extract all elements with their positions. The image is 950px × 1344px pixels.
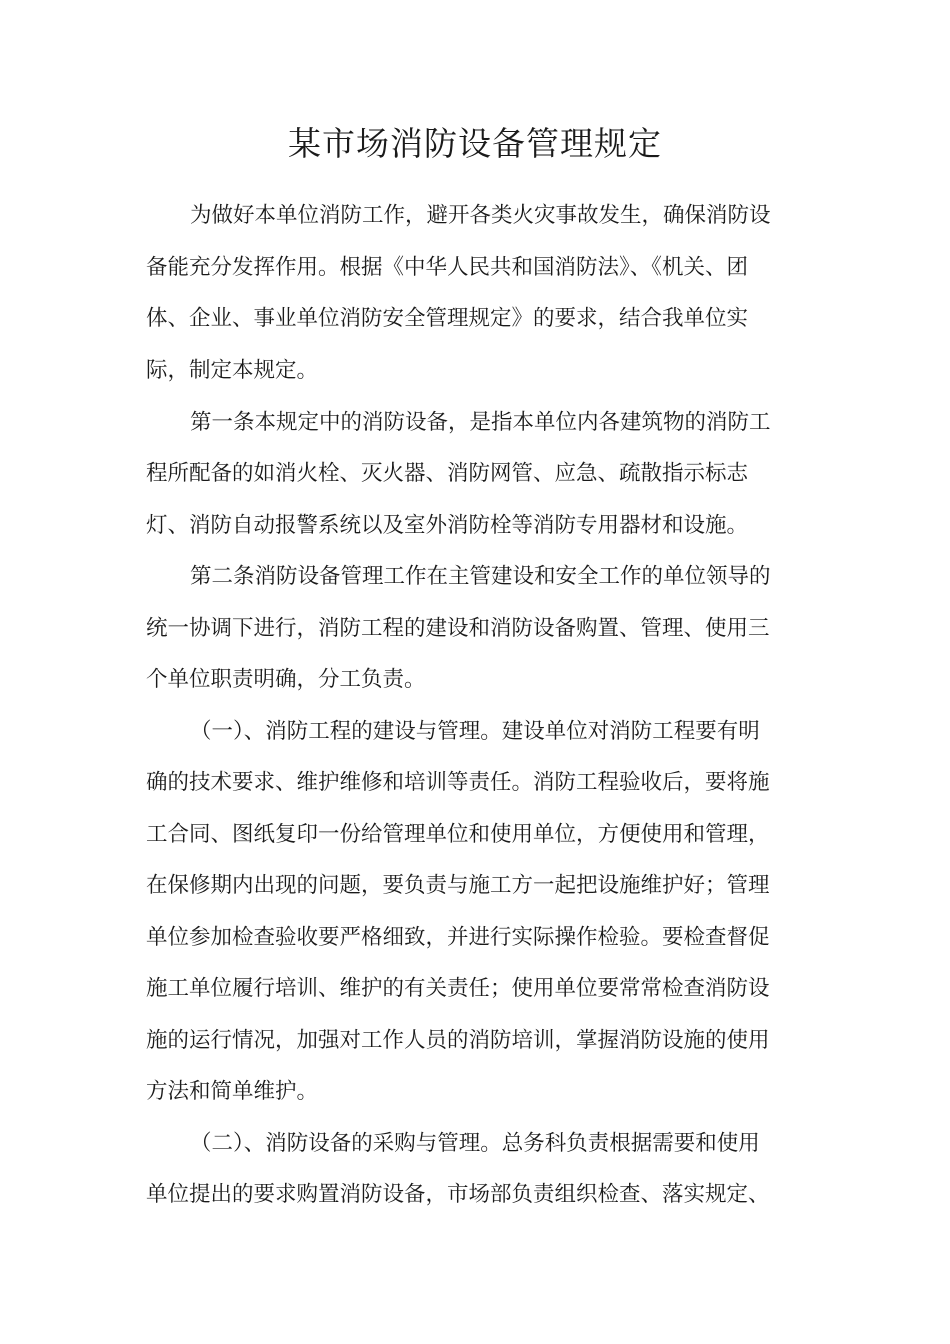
article-1-line-3: 灯、消防自动报警系统以及室外消防栓等消防专用器材和设施。 xyxy=(146,513,749,538)
paragraph-1-line-2: 备能充分发挥作用。根据《中华人民共和国消防法》、《机关、团 xyxy=(146,255,749,280)
item-1-line-5: 单位参加检查验收要严格细致，并进行实际操作检验。要检查督促 xyxy=(146,925,770,950)
item-1-line-8: 方法和简单维护。 xyxy=(146,1079,319,1104)
item-1-line-1: （一）、消防工程的建设与管理。建设单位对消防工程要有明 xyxy=(190,719,760,744)
article-1-line-1: 第一条本规定中的消防设备，是指本单位内各建筑物的消防工 xyxy=(190,410,771,435)
item-2-line-1: （二）、消防设备的采购与管理。总务科负责根据需要和使用 xyxy=(190,1131,760,1156)
item-2-line-2: 单位提出的要求购置消防设备，市场部负责组织检查、落实规定、 xyxy=(146,1182,770,1207)
article-2-line-1: 第二条消防设备管理工作在主管建设和安全工作的单位领导的 xyxy=(190,564,771,589)
article-2-line-2: 统一协调下进行，消防工程的建设和消防设备购置、管理、使用三 xyxy=(146,616,770,641)
item-1-line-7: 施的运行情况，加强对工作人员的消防培训，掌握消防设施的使用 xyxy=(146,1028,770,1053)
document-title: 某市场消防设备管理规定 xyxy=(288,124,662,163)
article-2-line-3: 个单位职责明确，分工负责。 xyxy=(146,667,426,692)
paragraph-1-line-3: 体、企业、事业单位消防安全管理规定》的要求，结合我单位实 xyxy=(146,306,749,331)
paragraph-1-line-4: 际，制定本规定。 xyxy=(146,358,319,383)
item-1-line-4: 在保修期内出现的问题，要负责与施工方一起把设施维护好；管理 xyxy=(146,873,770,898)
paragraph-1-line-1: 为做好本单位消防工作，避开各类火灾事故发生，确保消防设 xyxy=(190,203,771,228)
item-1-line-2: 确的技术要求、维护维修和培训等责任。消防工程验收后，要将施 xyxy=(146,770,770,795)
article-1-line-2: 程所配备的如消火栓、灭火器、消防网管、应急、疏散指示标志 xyxy=(146,461,749,486)
item-1-line-6: 施工单位履行培训、维护的有关责任；使用单位要常常检查消防设 xyxy=(146,976,770,1001)
item-1-line-3: 工合同、图纸复印一份给管理单位和使用单位，方便使用和管理， xyxy=(146,822,770,847)
